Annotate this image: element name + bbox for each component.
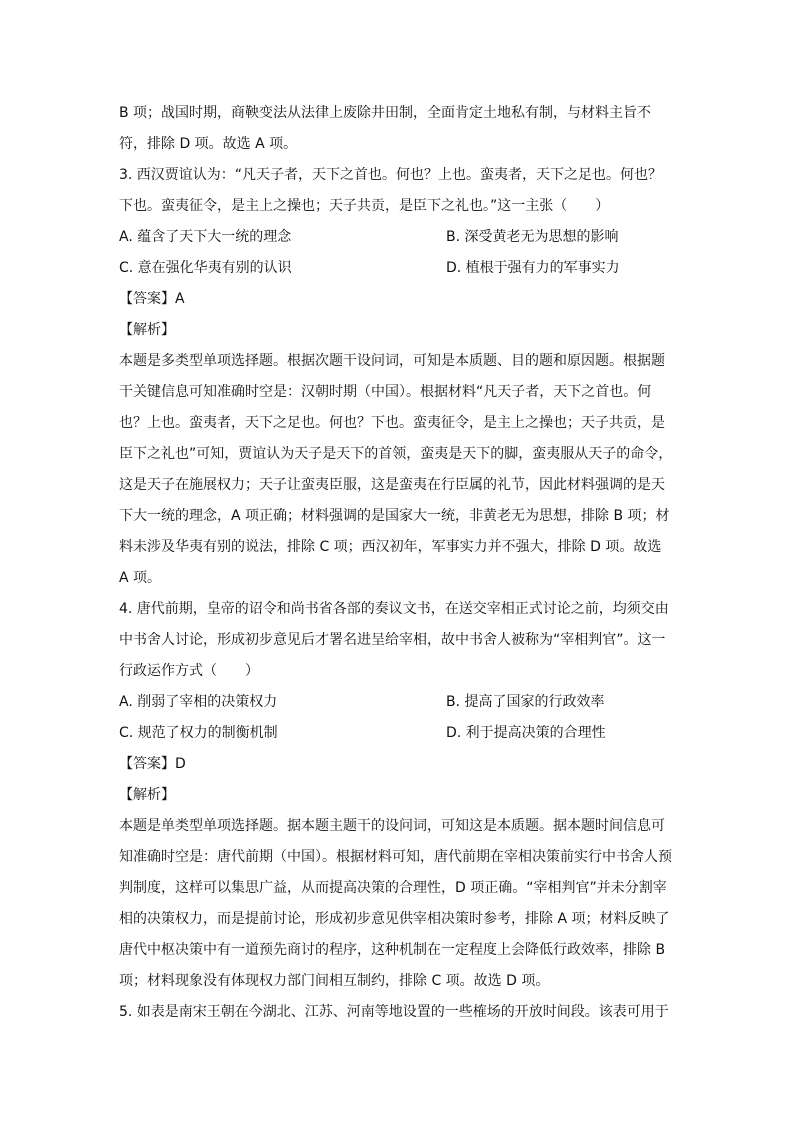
q3-analysis-line: 干关键信息可知准确时空是：汉朝时期（中国）。根据材料“凡天子者，天下之首也。何 (119, 384, 652, 400)
q4-options-row (119, 687, 675, 718)
q3-analysis-line: 也？上也。蛮夷者，天下之足也。何也？下也。蛮夷征令，是主上之操也；天子共贡，是 (119, 415, 665, 431)
q4-analysis-line: 判制度，这样可以集思广益，从而提高决策的合理性，D 项正确。“宰相判官”并未分割宰 (119, 880, 667, 896)
q3-option-d: D. 植根于强有力的军事实力 (446, 260, 620, 276)
q4-stem-line: 4. 唐代前期，皇帝的诏令和尚书省各部的奏议文书，在送交宰相正式讨论之前，均须交由 (119, 601, 669, 617)
q4-analysis-line: 唐代中枢决策中有一道预先商讨的程序，这种机制在一定程度上会降低行政效率，排除 B (119, 942, 666, 958)
q3-stem-line: 3. 西汉贾谊认为：“凡天子者，天下之首也。何也？上也。蛮夷者，天下之足也。何也？ (119, 167, 663, 183)
intro-line: B 项；战国时期，商鞅变法从法律上废除井田制，全面肯定土地私有制，与材料主旨不 (119, 105, 652, 121)
q3-answer: 【答案】A (119, 291, 185, 307)
q4-answer: 【答案】D (119, 756, 186, 772)
q4-options-row (119, 718, 675, 749)
q4-analysis-line: 相的决策权力，而是提前讨论，形成初步意见供宰相决策时参考，排除 A 项；材料反映了 (119, 911, 670, 927)
document-page (119, 98, 675, 1028)
q4-option-a: A. 削弱了宰相的决策权力 (119, 694, 278, 710)
q4-option-b: B. 提高了国家的行政效率 (446, 694, 605, 710)
q3-analysis-line: A 项。 (119, 570, 162, 586)
q4-analysis-line: 本题是单类型单项选择题。据本题主题干的设问词，可知这是本质题。据本题时间信息可 (119, 818, 665, 834)
q3-analysis-line: 臣下之礼也”可知，贾谊认为天子是天下的首领，蛮夷是天下的脚，蛮夷服从天子的命令， (119, 446, 673, 462)
q3-options-row (119, 253, 675, 284)
q3-analysis-title: 【解析】 (119, 322, 175, 338)
q3-analysis-line: 下大一统的理念，A 项正确；材料强调的是国家大一统，非黄老无为思想，排除 B 项；材 (119, 508, 670, 524)
q4-stem-line: 中书舍人讨论，形成初步意见后才署名进呈给宰相，故中书舍人被称为“宰相判官”。这一 (119, 632, 666, 648)
q4-analysis-title: 【解析】 (119, 787, 175, 803)
q3-stem-line: 下也。蛮夷征令，是主上之操也；天子共贡，是臣下之礼也。”这一主张（ ） (119, 198, 610, 214)
q3-analysis-line: 料未涉及华夷有别的说法，排除 C 项；西汉初年，军事实力并不强大，排除 D 项。故选 (119, 539, 662, 555)
q3-options-row (119, 222, 675, 253)
q4-option-d: D. 利于提高决策的合理性 (446, 725, 606, 741)
intro-line: 符，排除 D 项。故选 A 项。 (119, 136, 298, 152)
q4-stem-line: 行政运作方式（ ） (119, 663, 259, 679)
q3-option-a: A. 蕴含了天下大一统的理念 (119, 229, 292, 245)
q4-analysis-line: 知准确时空是：唐代前期（中国）。根据材料可知，唐代前期在宰相决策前实行中书舍人预 (119, 849, 672, 865)
q3-analysis-line: 本题是多类型单项选择题。根据次题干设问词，可知是本质题、目的题和原因题。根据题 (119, 353, 665, 369)
q5-stem-line: 5. 如表是南宋王朝在今湖北、江苏、河南等地设置的一些榷场的开放时间段。该表可用于 (119, 1004, 669, 1020)
q3-analysis-line: 这是天子在施展权力；天子让蛮夷臣服，这是蛮夷在行臣属的礼节，因此材料强调的是天 (119, 477, 665, 493)
q4-analysis-line: 项；材料现象没有体现权力部门间相互制约，排除 C 项。故选 D 项。 (119, 973, 550, 989)
q3-option-c: C. 意在强化华夷有别的认识 (119, 260, 292, 276)
q3-option-b: B. 深受黄老无为思想的影响 (446, 229, 619, 245)
q4-option-c: C. 规范了权力的制衡机制 (119, 725, 278, 741)
